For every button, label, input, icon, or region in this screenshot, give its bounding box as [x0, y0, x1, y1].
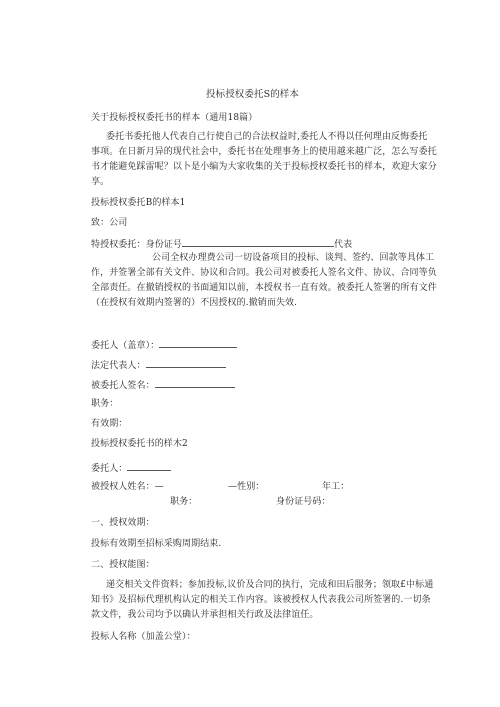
body-line: 递交相关文件资料；参加投标,议价及合同的执行，完成和田后服务；领取£中标通: [106, 580, 434, 590]
body-line: （在授权有效期内签署的）不因授权的.撤销而失效.: [91, 298, 298, 308]
validity-label: 有效期：: [91, 419, 128, 429]
section2-title: 二、授权能图：: [91, 560, 155, 570]
agent-sign-blank: [155, 378, 235, 388]
legal-rep-blank: [146, 358, 226, 368]
body-line: 款文件，我公司均予以确认并承担相关行政及法律谊任。: [91, 610, 319, 620]
principal-blank: [159, 338, 237, 348]
id-number-label: 身份证号码：: [276, 497, 331, 507]
id-number-blank: [182, 237, 334, 247]
document-title: 投标授权委托S的样本: [206, 89, 300, 100]
bidder-name-label: 投标人名称（加盖公堂）：: [91, 632, 196, 642]
principal-seal-line: 委托人（盖章）：: [91, 338, 237, 352]
sample1-addressee: 致：公司: [91, 218, 128, 228]
agent-name-label: 被授权人姓名：—: [91, 482, 164, 492]
body-line: 作，并签署全部有关文件、协议和合同。我公司对被委托人签名文件、协议、合同等负: [91, 268, 437, 278]
section1-title: 一、授权效期：: [91, 518, 155, 528]
sample1-heading: 投标授权委托B的样本1: [91, 198, 186, 208]
document-subtitle: 关于投标授权委托书的样本（通用18篇）: [91, 113, 258, 123]
agent-sign-line: 被委托人签名：: [91, 378, 235, 392]
section1-body: 投标有效期至招标采购周期结束.: [91, 539, 222, 549]
body-line: 公司全权办理费公司一切设备项目的投标、谈判、签约、回款等具体工: [152, 253, 435, 263]
intro-line: 委托书委托他人代表自己行使自己的合法权益时,委托人不得以任何理由反悔委托: [106, 132, 428, 142]
sample1-special-line: [91, 237, 352, 251]
intro-line: 书才能避免踩雷呢？以卜是小编为大家收集的关于投标授权委托书的样本，欢迎大家分: [91, 162, 437, 172]
special-suffix: 代表: [334, 240, 353, 250]
intro-line: 事项。在日新月异的现代社会中，委托书在处理事务上的使用越来越广泛，怎么写委托: [91, 147, 437, 157]
sample2-heading: 投标授权委托书的样木2: [91, 439, 188, 449]
position-label: 职务：: [170, 497, 198, 507]
position-label: 职务：: [91, 399, 119, 409]
sample2-principal-line: 委托人：: [91, 461, 171, 475]
legal-rep-line: 法定代表人：: [91, 358, 226, 372]
gender-label: —性别：: [228, 482, 265, 492]
body-line: 知书》及招标代理机构认定的相关工作内容。该被授权人代表我公司所签署的.一切条: [91, 595, 431, 605]
intro-line: 享。: [91, 177, 110, 187]
special-prefix: 特授权委托：身份证号: [91, 240, 183, 250]
principal-blank: [127, 461, 171, 471]
age-label: 年工：: [322, 482, 350, 492]
body-line: 全部责任。在撤销授权的书面通知以前，本授权书一直有效。被委托人签署的所有文件: [91, 283, 437, 293]
